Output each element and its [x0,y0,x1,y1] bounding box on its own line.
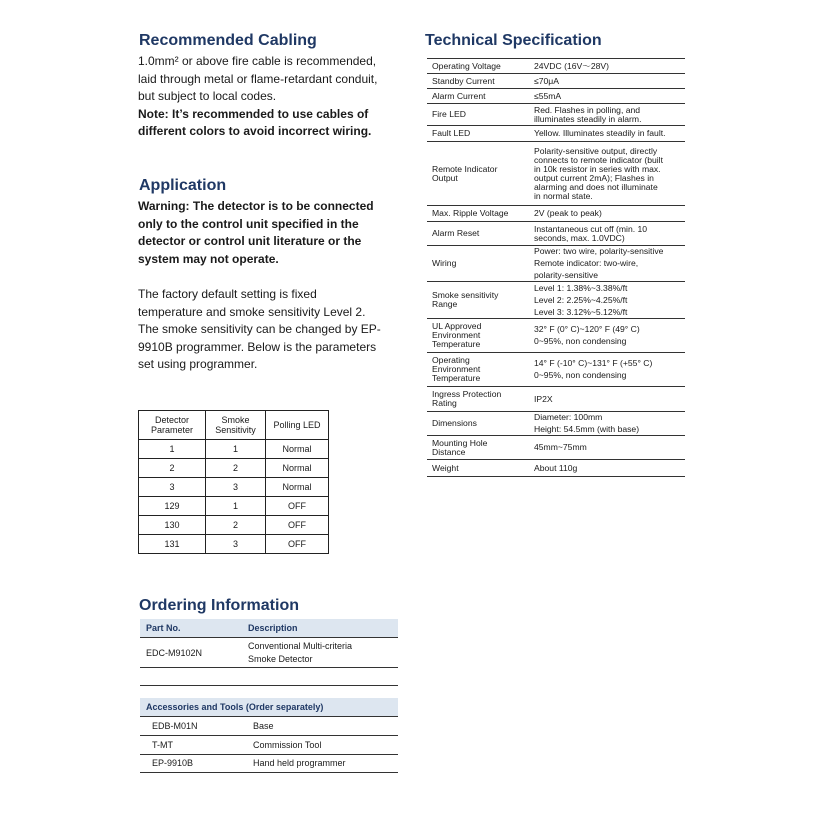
spec-row [427,460,685,477]
warning-line: Warning: The detector is to be connected [138,199,374,213]
spec-key: Wiring [427,246,530,282]
table-cell: 3 [206,478,266,497]
accessory-desc: Hand held programmer [253,758,346,768]
warning-line: only to the control unit specified in the [138,216,359,231]
table-cell: 131 [139,535,206,554]
accessory-part: EDB-M01N [152,721,198,731]
accessory-desc: Commission Tool [253,740,322,750]
spec-row [427,59,685,74]
spec-row [427,206,685,222]
spec-table [427,58,685,477]
table-cell: 1 [206,440,266,459]
body-line: temperature and smoke sensitivity Level 2. [138,304,366,319]
table-cell: OFF [266,497,329,516]
table-row [139,478,329,497]
cabling-text [138,53,377,141]
divider [140,637,398,638]
part-description: Conventional Multi-criteria Smoke Detector [248,641,353,664]
spec-value: About 110g [530,460,685,477]
divider [140,735,398,736]
table-cell: 3 [139,478,206,497]
spec-row [427,353,685,387]
spec-value: ≤70μA [530,74,685,89]
spec-key: UL Approved Environment Temperature [427,319,530,353]
table-cell: 129 [139,497,206,516]
table-row [139,497,329,516]
spec-value: Yellow. Illuminates steadily in fault. [530,126,685,142]
table-cell: 1 [139,440,206,459]
application-body [138,286,381,374]
spec-value: 2V (peak to peak) [530,206,685,222]
spec-value: IP2X [530,387,685,412]
application-title: Application [139,177,227,194]
table-cell: Normal [266,459,329,478]
accessories-header [140,698,398,716]
parameter-table-header [139,411,329,440]
spec-value: ≤55mA [530,89,685,104]
body-line: The smoke sensitivity can be changed by EP- [138,322,381,337]
header-polling-led: Polling LED [266,411,329,440]
header-description: Description [248,623,298,633]
table-row [139,516,329,535]
cabling-line: 1.0mm² or above fire cable is recommended, [138,54,377,68]
table-cell: 1 [206,497,266,516]
warning-line: detector or control unit literature or the [138,234,362,249]
divider [140,685,398,686]
table-cell: 2 [206,459,266,478]
body-line: set using programmer. [138,357,258,372]
application-warning [138,198,374,268]
cabling-note-line: Note: It’s recommended to use cables of [138,106,369,121]
table-cell: OFF [266,535,329,554]
spec-key: Remote Indicator Output [427,142,530,206]
table-cell: Normal [266,478,329,497]
spec-row [427,246,685,282]
part-number: EDC-M9102N [146,648,203,658]
spec-value: Diameter: 100mm Height: 54.5mm (with base) [530,412,685,436]
spec-title: Technical Specification [425,32,602,49]
spec-row [427,104,685,126]
spec-key: Alarm Current [427,89,530,104]
spec-row [427,282,685,319]
table-cell: OFF [266,516,329,535]
spec-value: 32° F (0° C)~120° F (49° C) 0~95%, non condensing [530,319,685,353]
spec-key: Operating Voltage [427,59,530,74]
spec-value: 14° F (-10° C)~131° F (+55° C) 0~95%, non condensing [530,353,685,387]
spec-value: 24VDC (16V～28V) [530,59,685,74]
accessory-part: EP-9910B [152,758,194,768]
warning-line: system may not operate. [138,251,279,266]
divider [140,772,398,773]
spec-value: Power: two wire, polarity-sensitive Remote indicator: two-wire, polarity-sensitive [530,246,685,282]
spec-row [427,74,685,89]
table-row [139,535,329,554]
body-line: 9910B programmer. Below is the parameters [138,339,377,354]
cabling-line: but subject to local codes. [138,89,277,104]
spec-row [427,89,685,104]
spec-key: Smoke sensitivity Range [427,282,530,319]
cabling-line: laid through metal or flame-retardant conduit, [138,71,378,86]
spec-value: 45mm~75mm [530,436,685,460]
header-detector-parameter: Detector Parameter [139,411,206,440]
spec-row [427,222,685,246]
table-cell: 2 [139,459,206,478]
spec-key: Dimensions [427,412,530,436]
spec-key: Standby Current [427,74,530,89]
spec-key: Ingress Protection Rating [427,387,530,412]
cabling-title: Recommended Cabling [139,32,317,49]
spec-key: Max. Ripple Voltage [427,206,530,222]
spec-row [427,319,685,353]
spec-row [427,126,685,142]
ordering-header [140,619,398,637]
divider [140,716,398,717]
spec-row [427,387,685,412]
table-cell: 2 [206,516,266,535]
spec-value: Red. Flashes in polling, and illuminates steadily in alarm. [530,104,685,126]
divider [140,667,398,668]
table-cell: Normal [266,440,329,459]
spec-value: Level 1: 1.38%~3.38%/ft Level 2: 2.25%~4.25%/ft Level 3: 3.12%~5.12%/ft [530,282,685,319]
table-row [139,459,329,478]
spec-key: Weight [427,460,530,477]
cabling-note-line: different colors to avoid incorrect wiring. [138,124,372,139]
header-part-no: Part No. [146,623,181,633]
spec-row [427,436,685,460]
ordering-title: Ordering Information [139,597,299,614]
table-cell: 3 [206,535,266,554]
body-line: The factory default setting is fixed [138,287,317,301]
divider [140,754,398,755]
spec-key: Fault LED [427,126,530,142]
accessories-title: Accessories and Tools (Order separately) [146,702,324,712]
accessory-part: T-MT [152,740,173,750]
spec-row [427,412,685,436]
table-cell: 130 [139,516,206,535]
spec-key: Alarm Reset [427,222,530,246]
spec-key: Operating Environment Temperature [427,353,530,387]
spec-value: Polarity-sensitive output, directly connects to remote indicator (built in 10k resistor in series with max. output current 2mA); Flashes in alarming and does not illuminate in normal state. [530,142,685,206]
spec-key: Mounting Hole Distance [427,436,530,460]
table-row [139,440,329,459]
parameter-table [138,410,329,554]
spec-row [427,142,685,206]
accessory-desc: Base [253,721,274,731]
spec-key: Fire LED [427,104,530,126]
spec-value: Instantaneous cut off (min. 10 seconds, max. 1.0VDC) [530,222,685,246]
header-smoke-sensitivity: Smoke Sensitivity [206,411,266,440]
